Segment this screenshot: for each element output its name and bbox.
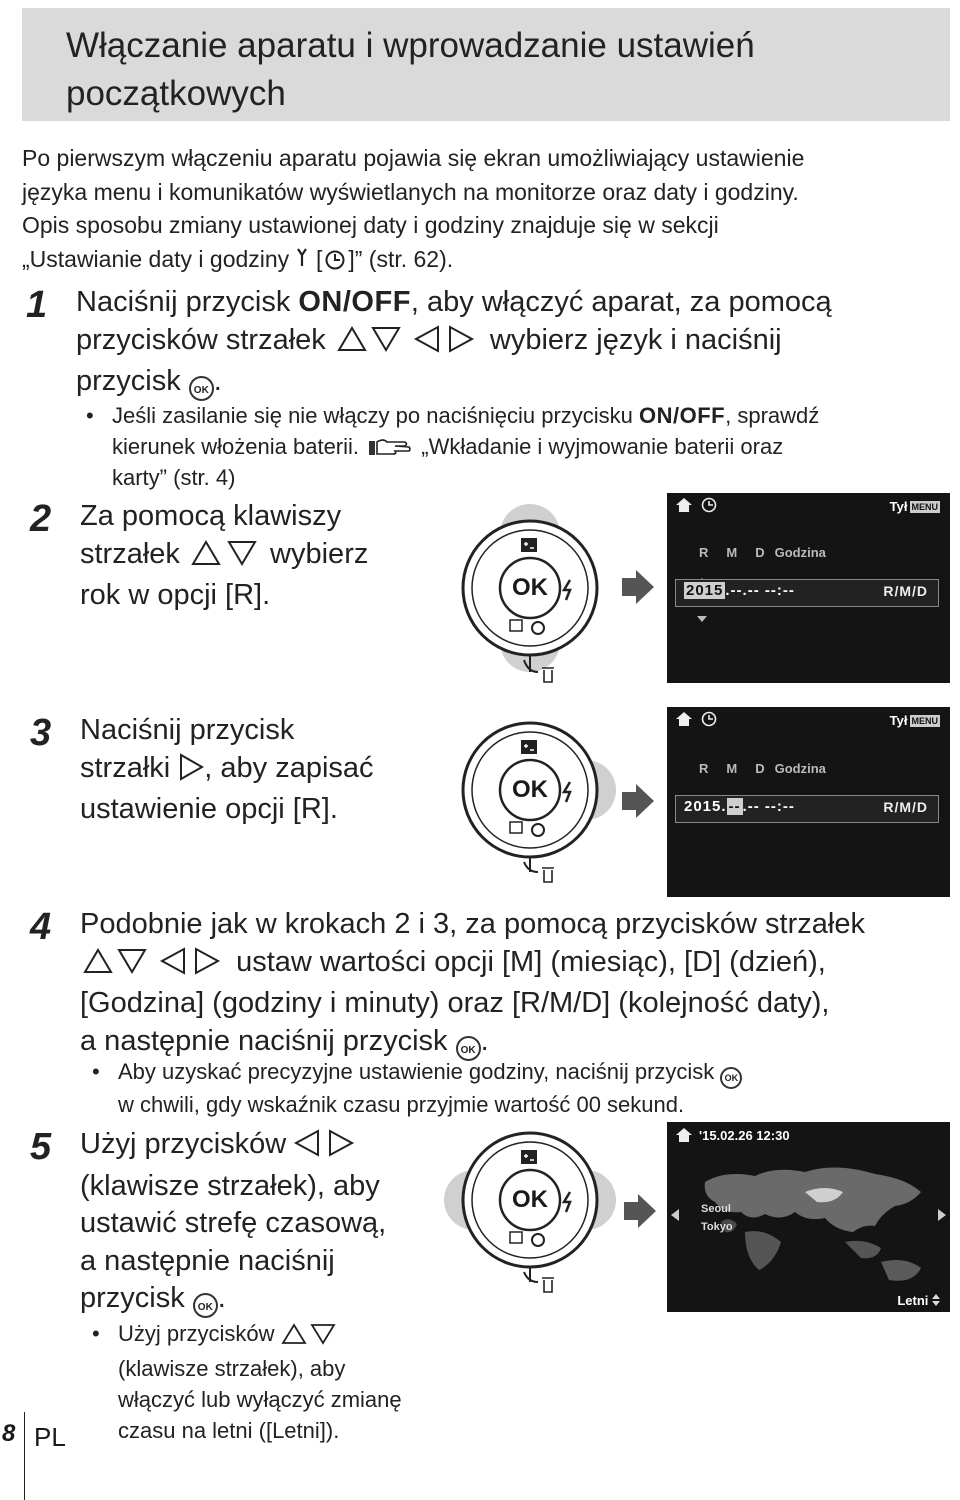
step-5-note: • Użyj przycisków (klawisze strzałek), aby włączyć lub wyłączyć zmianę czasu na letni ([Letni]). xyxy=(92,1318,452,1446)
col-r: R xyxy=(699,545,709,560)
clock-icon xyxy=(322,246,348,272)
col-m: M xyxy=(726,545,738,560)
city-name: Tokyo xyxy=(701,1221,733,1233)
onoff-button-label: ON/OFF xyxy=(639,403,726,428)
arrow-keys-icon xyxy=(334,325,482,364)
step-text: a następnie naciśnij xyxy=(80,1244,335,1277)
date-field[interactable] xyxy=(675,795,939,823)
intro-text: ]” (str. 62). xyxy=(348,245,454,272)
step-text: Użyj przycisków xyxy=(80,1128,287,1160)
step-text: (klawisze strzałek), aby xyxy=(80,1169,380,1202)
step-4-text: Podobnie jak w krokach 2 i 3, za pomocą przycisków strzałek ustaw wartości opcji [M] (miesiąc), [D] (dzień), [Godzina] (godziny i minuty) oraz [R/M/D] (kolejność daty), a następnie naciśnij przycisk OK . xyxy=(80,906,950,1061)
col-m: M xyxy=(726,761,738,776)
step-text: , aby zapisać xyxy=(204,751,374,784)
step-text: wybierz xyxy=(270,537,369,570)
year-value: 2015 xyxy=(686,582,724,599)
wrench-icon xyxy=(296,243,310,277)
step-text: ustaw wartości opcji [M] (miesiąc), [D] (dzień), xyxy=(236,945,826,978)
step-text: a następnie naciśnij przycisk xyxy=(80,1024,448,1057)
step-1-text: Naciśnij przycisk ON/OFF, aby włączyć aparat, za pomocą przycisków strzałek wybierz język i naciśnij przycisk OK . xyxy=(76,284,946,401)
step-2-text xyxy=(80,498,460,615)
date-rest: .--.-- --:-- xyxy=(725,582,795,599)
left-right-arrows-icon xyxy=(294,1129,358,1168)
step-text: wybierz język i naciśnij xyxy=(489,323,782,356)
camera-screen-2 xyxy=(667,707,950,897)
title-banner xyxy=(22,8,950,121)
note-text: włączyć lub wyłączyć zmianę xyxy=(118,1387,402,1412)
menu-button-label: MENU xyxy=(911,716,938,726)
step-number: 4 xyxy=(30,906,52,948)
left-caret-icon[interactable] xyxy=(671,1208,679,1226)
step-text: rok w opcji [R]. xyxy=(80,579,271,611)
home-icon xyxy=(675,711,693,732)
right-caret-icon[interactable] xyxy=(938,1208,946,1226)
col-godzina: Godzina xyxy=(774,545,826,560)
column-headers xyxy=(699,545,844,560)
clock-icon xyxy=(699,497,719,518)
city-list xyxy=(701,1200,733,1236)
date-field[interactable] xyxy=(675,579,939,607)
ok-label: OK xyxy=(512,574,548,601)
ok-button-icon: OK xyxy=(720,1067,742,1089)
step-1-note: • Jeśli zasilanie się nie włączy po naciśnięciu przycisku ON/OFF, sprawdź kierunek włożenia baterii. „Wkładanie i wyjmowanie baterii oraz karty” (str. 4) xyxy=(86,400,946,493)
page-number: 8 xyxy=(2,1420,16,1447)
step-text: Naciśnij przycisk xyxy=(80,714,295,746)
column-headers xyxy=(699,761,844,776)
up-down-arrows-icon xyxy=(188,539,262,578)
footer-divider xyxy=(24,1412,25,1500)
step-text: strzałki xyxy=(80,751,171,784)
intro-text: [ xyxy=(315,245,323,272)
step-3-text xyxy=(80,712,460,829)
arrow-right-icon xyxy=(620,782,656,825)
date-order: R/M/D xyxy=(883,799,928,815)
step-text: przycisk xyxy=(80,1282,185,1314)
arrow-right-icon xyxy=(622,1192,658,1235)
note-text: czasu na letni ([Letni]). xyxy=(118,1418,340,1443)
intro-line: Opis sposobu zmiany ustawionej daty i godziny znajduje się w sekcji xyxy=(22,212,719,238)
note-text: , sprawdź xyxy=(725,403,820,428)
step-text: Podobnie jak w krokach 2 i 3, za pomocą przycisków strzałek xyxy=(80,908,865,940)
dial-diagram xyxy=(458,718,618,888)
step-text: ustawić strefę czasową, xyxy=(80,1207,387,1239)
language-code: PL xyxy=(34,1422,66,1452)
note-text: (klawisze strzałek), aby xyxy=(118,1356,346,1381)
month-value: -- xyxy=(728,798,741,815)
page-title: Włączanie aparatu i wprowadzanie ustawień początkowych xyxy=(66,26,755,113)
down-caret-icon xyxy=(697,609,707,627)
reference-icon xyxy=(365,434,415,459)
note-text: Aby uzyskać precyzyjne ustawienie godziny, naciśnij przycisk xyxy=(118,1059,715,1084)
date-rest: .-- --:-- xyxy=(742,798,795,815)
home-icon xyxy=(675,497,693,518)
step-text: przycisk xyxy=(76,365,181,397)
ok-button-icon: OK xyxy=(193,1293,218,1318)
step-text: Naciśnij przycisk xyxy=(76,286,299,318)
col-r: R xyxy=(699,761,709,776)
city-name: Seoul xyxy=(701,1203,731,1215)
note-text: kierunek włożenia baterii. xyxy=(112,434,360,459)
note-text: „Wkładanie i wyjmowanie baterii oraz xyxy=(421,434,784,459)
intro-line: Po pierwszym włączeniu aparatu pojawia się ekran umożliwiający ustawienie xyxy=(22,145,805,171)
ok-label: OK xyxy=(512,1186,548,1213)
col-d: D xyxy=(755,761,765,776)
up-down-arrows-icon xyxy=(281,1322,337,1353)
ok-button-icon: OK xyxy=(189,376,214,401)
year-value: 2015. xyxy=(684,798,727,815)
step-number: 2 xyxy=(30,498,52,540)
date-order: R/M/D xyxy=(883,583,928,599)
ok-label: OK xyxy=(512,776,548,803)
clock-icon xyxy=(699,711,719,732)
step-text: Za pomocą klawiszy xyxy=(80,500,342,532)
step-number: 3 xyxy=(30,712,52,754)
note-text: karty” (str. 4) xyxy=(112,465,236,490)
back-label[interactable]: Tył MENU xyxy=(889,499,938,514)
dial-diagram xyxy=(440,1126,620,1296)
step-text: strzałek xyxy=(80,537,180,570)
intro-paragraph xyxy=(22,142,947,276)
right-arrow-icon xyxy=(178,753,204,792)
back-label[interactable]: Tył MENU xyxy=(889,713,938,728)
home-icon xyxy=(675,1127,693,1148)
step-text: , aby włączyć aparat, za pomocą xyxy=(410,286,832,318)
step-number: 5 xyxy=(30,1126,52,1168)
step-4-note: • Aby uzyskać precyzyjne ustawienie godziny, naciśnij przycisk OK w chwili, gdy wskaźnik czasu przyjmie wartość 00 sekund. xyxy=(92,1056,942,1120)
step-text: przycisków strzałek xyxy=(76,323,326,356)
note-text: Jeśli zasilanie się nie włączy po naciśnięciu przycisku xyxy=(112,403,640,428)
world-map xyxy=(685,1152,933,1292)
step-text: [Godzina] (godziny i minuty) oraz [R/M/D] (kolejność daty), xyxy=(80,987,830,1019)
col-godzina: Godzina xyxy=(774,761,826,776)
dial-diagram xyxy=(458,500,618,690)
step-5-text: Użyj przycisków (klawisze strzałek), aby ustawić strefę czasową, a następnie naciśnij przycisk OK . xyxy=(80,1126,460,1318)
note-text: Użyj przycisków xyxy=(118,1321,275,1346)
step-text: ustawienie opcji [R]. xyxy=(80,793,338,825)
step-number: 1 xyxy=(26,284,48,326)
camera-screen-1 xyxy=(667,493,950,683)
arrow-right-icon xyxy=(620,568,656,611)
arrow-keys-icon xyxy=(80,947,228,986)
camera-screen-worldtime xyxy=(667,1122,950,1312)
note-text: w chwili, gdy wskaźnik czasu przyjmie wartość 00 sekund. xyxy=(118,1092,685,1117)
col-d: D xyxy=(755,545,765,560)
intro-line xyxy=(22,243,947,277)
intro-text: „Ustawianie daty i godziny xyxy=(22,245,290,272)
datetime-readout: '15.02.26 12:30 xyxy=(699,1128,790,1143)
onoff-button-label: ON/OFF xyxy=(298,286,411,318)
dst-label[interactable]: Letni xyxy=(897,1293,940,1308)
intro-line: języka menu i komunikatów wyświetlanych na monitorze oraz daty i godziny. xyxy=(22,178,799,205)
menu-button-label: MENU xyxy=(911,502,938,512)
ok-button-icon: OK xyxy=(456,1036,481,1061)
